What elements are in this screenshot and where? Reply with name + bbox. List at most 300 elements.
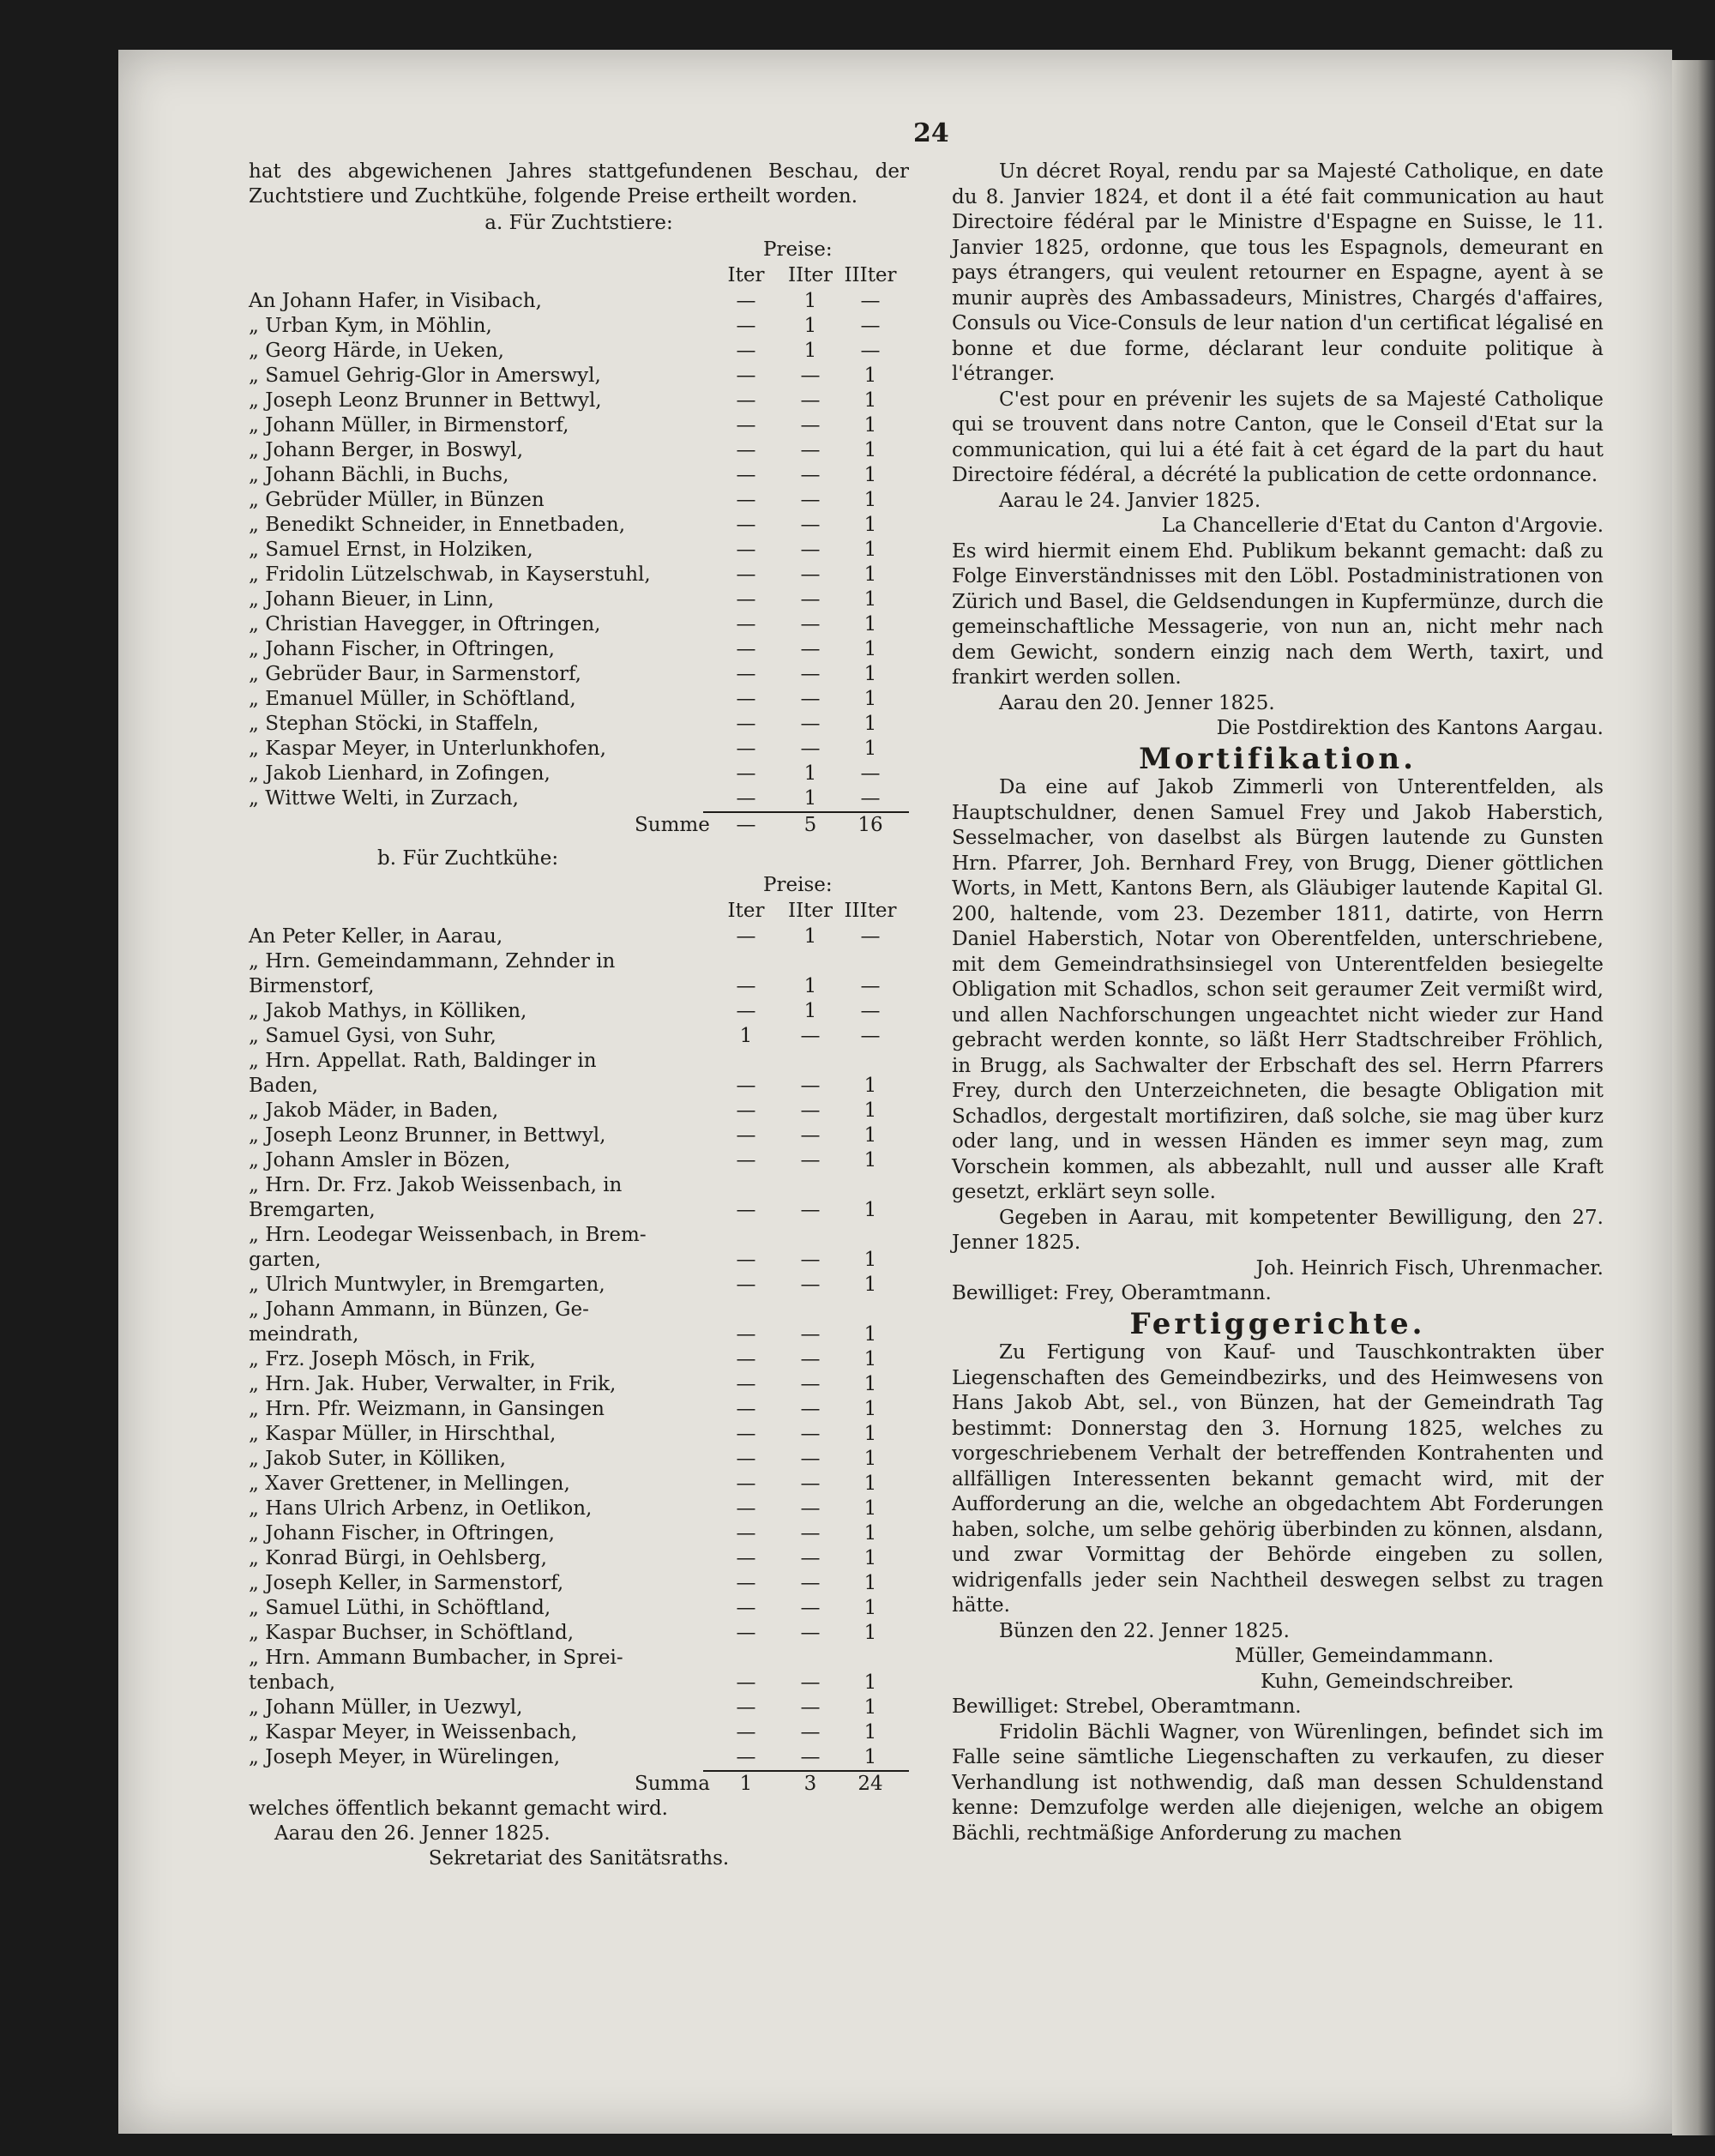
entry-name: „ Johann Bächli, in Buchs,: [249, 464, 509, 486]
table-row: [249, 1571, 909, 1596]
prize-second: —: [800, 1622, 821, 1644]
entry-name: „ Hrn. Pfr. Weizmann, in Gansingen: [249, 1398, 605, 1420]
post-paragraph: Es wird hiermit einem Ehd. Publikum bekannt gemacht: daß zu Folge Einverständnisses mit den Löbl. Postadministrationen von Zürich und Basel, die Geldsendungen in Kupfermünze, durch die gemeinschaftliche Messagerie, von nun an, nicht mehr nach dem Gewicht, sondern einzig nach dem Werth, taxirt, und frankirt werden sollen.: [952, 539, 1604, 689]
table-row: [249, 687, 909, 712]
prize-third: 1: [864, 514, 877, 536]
prize-first: —: [736, 1622, 756, 1644]
prize-second: —: [800, 588, 821, 611]
prize-first: —: [736, 1075, 756, 1097]
section-a-heading: a. Für Zuchtstiere:: [484, 212, 673, 234]
entry-name: „ Samuel Ernst, in Holziken,: [249, 539, 533, 561]
entry-name: Baden,: [249, 1075, 319, 1097]
prize-first: —: [736, 1423, 756, 1445]
prize-third: —: [860, 340, 881, 362]
table-row: [249, 786, 909, 811]
decree-signature: La Chancellerie d'Etat du Canton d'Argovie.: [1161, 515, 1604, 537]
prize-third: 1: [864, 1497, 877, 1520]
prize-second: —: [800, 663, 821, 685]
entry-name: „ Johann Bieuer, in Linn,: [249, 588, 495, 611]
prize-second: —: [800, 389, 821, 412]
prize-first: —: [736, 1348, 756, 1370]
entry-name: „ Georg Härde, in Ueken,: [249, 340, 504, 362]
entry-name: „ Konrad Bürgi, in Oehlsberg,: [249, 1547, 547, 1569]
mortifikation-paragraph: Da eine auf Jakob Zimmerli von Unterentfelden, als Hauptschuldner, denen Samuel Frey und Jakob Haberstich, Sesselmacher, von daselbst als Bürgen lautende zu Gunsten Hrn. Pfarrer, Joh. Bernhard Frey, von Brugg, Diener göttlichen Worts, in Mett, Kantons Bern, als Gläubiger lautende Kapital Gl. 200, haltende, vom 23. Dezember 1811, datirte, von Herrn Daniel Haberstich, Notar von Oberentfelden, unterschriebene, mit dem Gemeindrathsinsiegel von Unterentfelden besiegelte Obligation mit Schadlos, schon seit geraumer Zeit vermißt wird, und allen Nachforschungen ungeachtet nicht wieder zur Hand gebracht werden konnte, so läßt Herr Stadtschreiber Fröhlich, in Brugg, als Sachwalter der Erbschaft des sel. Herrn Pfarrers Frey, durch den Unterzeichneten, die besagte Obligation mit Schadlos, dergestalt mortifiziren, daß solche, sie mag über kurz oder lang, und in wessen Händen es immer seyn mag, zum Vorschein kommen, als abbezahlt, null und ausser alle Kraft gesetzt, erklärt seyn solle.: [952, 776, 1604, 1203]
table-row: [249, 388, 909, 413]
col-label-1: Iter: [727, 900, 765, 922]
table-row: [249, 1447, 909, 1472]
table-row: [249, 438, 909, 463]
prize-first: —: [736, 1398, 756, 1420]
entry-name: An Peter Keller, in Aarau,: [249, 925, 503, 948]
prize-third: —: [860, 975, 881, 997]
prize-first: —: [736, 1323, 756, 1346]
prize-third: 1: [864, 1547, 877, 1569]
prize-third: 1: [864, 1696, 877, 1719]
table-row: [249, 662, 909, 687]
prize-third: 1: [864, 1124, 877, 1147]
prize-third: 1: [864, 1721, 877, 1743]
prize-first: —: [736, 1671, 756, 1694]
next-page-edge: [1672, 60, 1715, 2135]
prize-third: 1: [864, 1746, 877, 1768]
prize-third: 1: [864, 713, 877, 735]
prize-first: —: [736, 563, 756, 586]
prize-first: —: [736, 464, 756, 486]
prize-third: 1: [864, 1423, 877, 1445]
entry-name: „ Johann Müller, in Uezwyl,: [249, 1696, 523, 1719]
prize-third: 1: [864, 364, 877, 387]
prize-third: 1: [864, 1522, 877, 1545]
section-b-preise: [249, 873, 909, 899]
prize-second: —: [800, 563, 821, 586]
prize-second: —: [800, 1075, 821, 1097]
prize-second: —: [800, 738, 821, 760]
prize-first: —: [736, 1124, 756, 1147]
table-row: [249, 289, 909, 314]
prize-third: 1: [864, 563, 877, 586]
prize-third: 1: [864, 738, 877, 760]
section-a-table: [249, 289, 909, 811]
prize-first: —: [736, 1497, 756, 1520]
entry-name: „ Emanuel Müller, in Schöftland,: [249, 688, 576, 710]
section-b-heading: b. Für Zuchtkühe:: [377, 847, 559, 870]
prize-first: —: [736, 925, 756, 948]
prize-first: —: [736, 1274, 756, 1296]
section-b-col-labels: [249, 899, 909, 924]
prize-second: 1: [803, 762, 817, 785]
prize-third: 1: [864, 1671, 877, 1694]
prize-first: —: [736, 762, 756, 785]
table-row: [249, 1621, 909, 1646]
prize-second: —: [800, 514, 821, 536]
table-row: [249, 762, 909, 786]
prize-third: 1: [864, 1597, 877, 1619]
prize-third: 1: [864, 389, 877, 412]
sum-v3: 16: [858, 814, 883, 836]
prize-intro: hat des abgewichenen Jahres stattgefundenen Beschau, der Zuchtstiere und Zuchtkühe, folgende Preise ertheilt worden.: [249, 160, 909, 208]
prize-first: —: [736, 315, 756, 337]
sum-v1: —: [736, 814, 756, 836]
section-a-col-labels: [249, 263, 909, 289]
prize-third: 1: [864, 1373, 877, 1395]
table-row: [249, 563, 909, 587]
prize-third: 1: [864, 439, 877, 461]
entry-name: „ Kaspar Meyer, in Unterlunkhofen,: [249, 738, 606, 760]
table-row: [249, 1372, 909, 1397]
prize-third: 1: [864, 1199, 877, 1221]
section-a-preise: [249, 238, 909, 263]
prize-third: 1: [864, 688, 877, 710]
entry-name: „ Urban Kym, in Möhlin,: [249, 315, 492, 337]
closing-text: welches öffentlich bekannt gemacht wird.: [249, 1798, 668, 1820]
prize-second: —: [800, 1572, 821, 1594]
prize-first: —: [736, 1373, 756, 1395]
prize-third: 1: [864, 1274, 877, 1296]
table-row: [249, 314, 909, 339]
prize-second: —: [800, 1274, 821, 1296]
sale-paragraph: Fridolin Bächli Wagner, von Würenlingen, befindet sich im Falle seine sämtliche Liegenschaften zu verkaufen, zu dieser Verhandlung ist nothwendig, daß man dessen Schuldenstand kenne: Demzufolge werden alle diejenigen, welche an obigem Bächli, rechtmäßige Anforderung zu machen: [952, 1720, 1604, 1845]
table-row: [249, 1422, 909, 1447]
prize-second: —: [800, 1547, 821, 1569]
prize-first: —: [736, 1547, 756, 1569]
entry-name: „ Hrn. Gemeindammann, Zehnder in: [249, 950, 616, 973]
fertiggerichte-date: Bünzen den 22. Jenner 1825.: [999, 1619, 1290, 1642]
entry-name: „ Wittwe Welti, in Zurzach,: [249, 787, 519, 810]
prize-first: —: [736, 489, 756, 511]
prize-second: —: [800, 1696, 821, 1719]
entry-name: „ Kaspar Müller, in Hirschthal,: [249, 1423, 557, 1445]
entry-name: meindrath,: [249, 1323, 359, 1346]
prize-third: —: [860, 925, 881, 948]
table-row: [249, 1173, 909, 1198]
col-label-2: IIter: [787, 264, 833, 286]
entry-name: tenbach,: [249, 1671, 336, 1694]
prize-first: —: [736, 340, 756, 362]
entry-name: „ Jakob Suter, in Kölliken,: [249, 1448, 507, 1470]
table-row: [249, 513, 909, 538]
table-row: [249, 1099, 909, 1123]
prize-first: —: [736, 1199, 756, 1221]
table-row: [249, 924, 909, 949]
entry-name: garten,: [249, 1249, 322, 1271]
prize-first: —: [736, 588, 756, 611]
prize-first: —: [736, 1099, 756, 1122]
fertiggerichte-signature-2: Kuhn, Gemeindschreiber.: [1261, 1670, 1514, 1693]
prize-first: —: [736, 1149, 756, 1171]
entry-name: Bremgarten,: [249, 1199, 376, 1221]
mortifikation-date: Gegeben in Aarau, mit kompetenter Bewilligung, den 27. Jenner 1825.: [952, 1206, 1604, 1254]
prize-third: 1: [864, 539, 877, 561]
prize-third: 1: [864, 414, 877, 437]
prize-first: —: [736, 1746, 756, 1768]
prize-third: —: [860, 787, 881, 810]
entry-name: „ Joseph Keller, in Sarmenstorf,: [249, 1572, 564, 1594]
table-row: [249, 1074, 909, 1099]
prize-second: —: [800, 1348, 821, 1370]
section-b-sum-row: [249, 1772, 909, 1797]
table-row: [249, 1646, 909, 1671]
fertiggerichte-approval: Bewilliget: Strebel, Oberamtmann.: [952, 1695, 1302, 1718]
entry-name: „ Samuel Gysi, von Suhr,: [249, 1025, 496, 1047]
prize-first: —: [736, 975, 756, 997]
decree-paragraph-2: C'est pour en prévenir les sujets de sa Majesté Catholique qui se trouvent dans notre Canton, que le Conseil d'Etat sur la communication, qui lui a été fait à cet égard de la part du haut Directoire fédéral, a décrété la publication de cette ordonnance.: [952, 388, 1604, 486]
entry-name: „ Xaver Grettener, in Mellingen,: [249, 1472, 570, 1495]
prize-third: 1: [864, 663, 877, 685]
prize-second: —: [800, 638, 821, 660]
sum-v2: 5: [803, 814, 817, 836]
sum-label: Summa: [635, 1773, 710, 1795]
prize-third: 1: [864, 464, 877, 486]
table-row: [249, 712, 909, 737]
entry-name: „ Johann Ammann, in Bünzen, Ge-: [249, 1298, 589, 1321]
entry-name: „ Christian Havegger, in Oftringen,: [249, 613, 601, 635]
entry-name: „ Frz. Joseph Mösch, in Frik,: [249, 1348, 536, 1370]
prize-second: —: [800, 1472, 821, 1495]
table-row: [249, 1472, 909, 1497]
table-row: [249, 1720, 909, 1745]
prize-third: —: [860, 315, 881, 337]
prize-third: 1: [864, 1249, 877, 1271]
table-row: [249, 1695, 909, 1720]
prize-second: —: [800, 1149, 821, 1171]
entry-name: „ Jakob Lienhard, in Zofingen,: [249, 762, 551, 785]
table-row: [249, 413, 909, 438]
prize-first: —: [736, 1597, 756, 1619]
prize-second: —: [800, 1746, 821, 1768]
table-row: [249, 612, 909, 637]
table-row: [249, 1198, 909, 1223]
table-row: [249, 1049, 909, 1074]
prize-third: 1: [864, 1572, 877, 1594]
closing-date: Aarau den 26. Jenner 1825.: [274, 1822, 551, 1845]
table-row: [249, 1123, 909, 1148]
table-row: [249, 339, 909, 364]
entry-name: „ Johann Fischer, in Oftringen,: [249, 638, 555, 660]
prize-third: 1: [864, 1348, 877, 1370]
prize-second: 1: [803, 1000, 817, 1022]
decree-paragraph-1: Un décret Royal, rendu par sa Majesté Catholique, en date du 8. Janvier 1824, et dont il a été fait communication au haut Directoire fédéral par le Ministre d'Espagne en Suisse, le 11. Janvier 1825, ordonne, que tous les Espagnols, demeurant en pays étrangers, qui veulent retourner en Espagne, ayent à se munir auprès des Ambassadeurs, Ministres, Chargés d'affaires, Consuls ou Vice-Consuls de leur nation d'un certificat légalisé en bonne et due forme, déclarant leur conduite politique à l'étranger.: [952, 160, 1604, 385]
prize-second: —: [800, 539, 821, 561]
prize-third: 1: [864, 588, 877, 611]
prize-third: —: [860, 290, 881, 312]
prize-third: —: [860, 762, 881, 785]
table-row: [249, 1546, 909, 1571]
table-row: [249, 1596, 909, 1621]
table-row: [249, 463, 909, 488]
entry-name: „ Fridolin Lützelschwab, in Kayserstuhl,: [249, 563, 651, 586]
table-row: [249, 538, 909, 563]
prize-second: —: [800, 1099, 821, 1122]
table-row: [249, 1671, 909, 1695]
left-column: [249, 160, 909, 1871]
table-row: [249, 974, 909, 999]
table-row: [249, 1322, 909, 1347]
entry-name: „ Joseph Meyer, in Würelingen,: [249, 1746, 561, 1768]
table-row: [249, 1397, 909, 1422]
prize-third: —: [860, 1025, 881, 1047]
prize-third: 1: [864, 613, 877, 635]
prize-third: 1: [864, 1323, 877, 1346]
prize-third: 1: [864, 1622, 877, 1644]
prize-first: —: [736, 663, 756, 685]
col-label-3: IIIter: [844, 900, 897, 922]
mortifikation-approval: Bewilliget: Frey, Oberamtmann.: [952, 1282, 1272, 1304]
table-row: [249, 1148, 909, 1173]
prize-second: —: [800, 1423, 821, 1445]
prize-first: —: [736, 613, 756, 635]
prize-third: 1: [864, 1448, 877, 1470]
prize-first: —: [736, 364, 756, 387]
prize-second: 1: [803, 925, 817, 948]
table-row: [249, 1024, 909, 1049]
prize-first: —: [736, 389, 756, 412]
entry-name: An Johann Hafer, in Visibach,: [249, 290, 542, 312]
preise-label: Preise:: [763, 238, 833, 261]
entry-name: „ Johann Berger, in Boswyl,: [249, 439, 524, 461]
page-number: 24: [913, 118, 949, 148]
prize-third: 1: [864, 1149, 877, 1171]
prize-first: —: [736, 1249, 756, 1271]
prize-second: —: [800, 1448, 821, 1470]
prize-second: 1: [803, 290, 817, 312]
entry-name: „ Johann Amsler in Bözen,: [249, 1149, 511, 1171]
prize-second: —: [800, 613, 821, 635]
prize-first: —: [736, 514, 756, 536]
prize-second: 1: [803, 340, 817, 362]
table-row: [249, 587, 909, 612]
section-a-sum-row: [249, 813, 909, 838]
prize-third: 1: [864, 1075, 877, 1097]
preise-label: Preise:: [763, 874, 833, 896]
col-label-2: IIter: [787, 900, 833, 922]
post-date: Aarau den 20. Jenner 1825.: [999, 691, 1275, 714]
entry-name: „ Johann Müller, in Birmenstorf,: [249, 414, 569, 437]
sum-v1: 1: [739, 1773, 753, 1795]
prize-first: —: [736, 638, 756, 660]
prize-third: 1: [864, 1398, 877, 1420]
table-row: [249, 949, 909, 974]
table-row: [249, 1248, 909, 1273]
entry-name: „ Joseph Leonz Brunner, in Bettwyl,: [249, 1124, 606, 1147]
table-row: [249, 1223, 909, 1248]
prize-second: —: [800, 364, 821, 387]
prize-first: —: [736, 713, 756, 735]
entry-name: „ Samuel Lüthi, in Schöftland,: [249, 1597, 551, 1619]
entry-name: „ Hrn. Leodegar Weissenbach, in Brem-: [249, 1224, 647, 1246]
table-row: [249, 364, 909, 388]
prize-first: —: [736, 1472, 756, 1495]
mortifikation-signature: Joh. Heinrich Fisch, Uhrenmacher.: [1255, 1256, 1604, 1280]
post-signature: Die Postdirektion des Kantons Aargau.: [1216, 717, 1604, 739]
entry-name: „ Hrn. Jak. Huber, Verwalter, in Frik,: [249, 1373, 617, 1395]
prize-second: —: [800, 1249, 821, 1271]
prize-third: 1: [864, 1099, 877, 1122]
prize-third: —: [860, 1000, 881, 1022]
prize-second: 1: [803, 975, 817, 997]
entry-name: „ Gebrüder Baur, in Sarmenstorf,: [249, 663, 581, 685]
prize-first: —: [736, 414, 756, 437]
prize-second: 1: [803, 315, 817, 337]
right-column: [952, 160, 1604, 1846]
prize-third: 1: [864, 638, 877, 660]
prize-first: —: [736, 1696, 756, 1719]
table-row: [249, 999, 909, 1024]
prize-first: —: [736, 688, 756, 710]
prize-second: —: [800, 1671, 821, 1694]
prize-first: —: [736, 1522, 756, 1545]
prize-first: 1: [739, 1025, 753, 1047]
entry-name: „ Hrn. Appellat. Rath, Baldinger in: [249, 1050, 597, 1072]
prize-second: —: [800, 1199, 821, 1221]
prize-first: —: [736, 1572, 756, 1594]
prize-first: —: [736, 1000, 756, 1022]
prize-second: —: [800, 1373, 821, 1395]
entry-name: „ Kaspar Meyer, in Weissenbach,: [249, 1721, 578, 1743]
prize-second: —: [800, 464, 821, 486]
prize-second: —: [800, 1124, 821, 1147]
entry-name: „ Samuel Gehrig-Glor in Amerswyl,: [249, 364, 601, 387]
table-row: [249, 637, 909, 662]
prize-first: —: [736, 290, 756, 312]
entry-name: „ Stephan Stöcki, in Staffeln,: [249, 713, 539, 735]
entry-name: Birmenstorf,: [249, 975, 375, 997]
table-row: [249, 1347, 909, 1372]
sum-label: Summe: [635, 814, 710, 836]
prize-first: —: [736, 1448, 756, 1470]
prize-second: —: [800, 1497, 821, 1520]
prize-third: 1: [864, 489, 877, 511]
prize-first: —: [736, 439, 756, 461]
entry-name: „ Benedikt Schneider, in Ennetbaden,: [249, 514, 626, 536]
fertiggerichte-paragraph: Zu Fertigung von Kauf- und Tauschkontrakten über Liegenschaften des Gemeindbezirks, und des Heimwesens von Hans Jakob Abt, sel., von Bünzen, hat der Gemeindrath Tag bestimmt: Donnerstag den 3. Hornung 1825, welches zu vorgeschriebenem Verhalt der betreffenden Kontrahenten und allfälligen Interessenten bekannt gemacht wird, mit der Aufforderung an die, welche an obgedachtem Abt Forderungen haben, solche, um selbe gehörig überbinden zu können, alsdann, und zwar Vormittag der Behörde eingeben zu sollen, widrigenfalls jeder sein Nachtheil deswegen selbst zu tragen hätte.: [952, 1341, 1604, 1617]
sum-v3: 24: [858, 1773, 883, 1795]
prize-second: —: [800, 1025, 821, 1047]
table-row: [249, 1497, 909, 1521]
entry-name: „ Hans Ulrich Arbenz, in Oetlikon,: [249, 1497, 593, 1520]
prize-second: —: [800, 713, 821, 735]
col-label-1: Iter: [727, 264, 765, 286]
prize-second: —: [800, 688, 821, 710]
closing-signature: Sekretariat des Sanitätsraths.: [428, 1847, 730, 1870]
prize-second: —: [800, 439, 821, 461]
section-b-table: [249, 924, 909, 1770]
prize-second: —: [800, 1597, 821, 1619]
decree-date: Aarau le 24. Janvier 1825.: [999, 489, 1261, 512]
prize-second: —: [800, 1522, 821, 1545]
prize-first: —: [736, 1721, 756, 1743]
prize-second: —: [800, 1323, 821, 1346]
entry-name: „ Kaspar Buchser, in Schöftland,: [249, 1622, 575, 1644]
entry-name: „ Jakob Mäder, in Baden,: [249, 1099, 499, 1122]
entry-name: „ Ulrich Muntwyler, in Bremgarten,: [249, 1274, 605, 1296]
fertiggerichte-signature-1: Müller, Gemeindammann.: [1235, 1645, 1495, 1667]
mortifikation-title: Mortifikation.: [1139, 741, 1417, 776]
prize-second: —: [800, 489, 821, 511]
table-row: [249, 1521, 909, 1546]
prize-first: —: [736, 738, 756, 760]
fertiggerichte-title: Fertiggerichte.: [1129, 1306, 1426, 1341]
prize-third: 1: [864, 1472, 877, 1495]
table-row: [249, 737, 909, 762]
table-row: [249, 488, 909, 513]
entry-name: „ Joseph Leonz Brunner in Bettwyl,: [249, 389, 602, 412]
prize-second: —: [800, 414, 821, 437]
entry-name: „ Hrn. Dr. Frz. Jakob Weissenbach, in: [249, 1174, 623, 1196]
sum-v2: 3: [803, 1773, 817, 1795]
prize-second: —: [800, 1721, 821, 1743]
entry-name: „ Johann Fischer, in Oftringen,: [249, 1522, 555, 1545]
table-row: [249, 1298, 909, 1322]
